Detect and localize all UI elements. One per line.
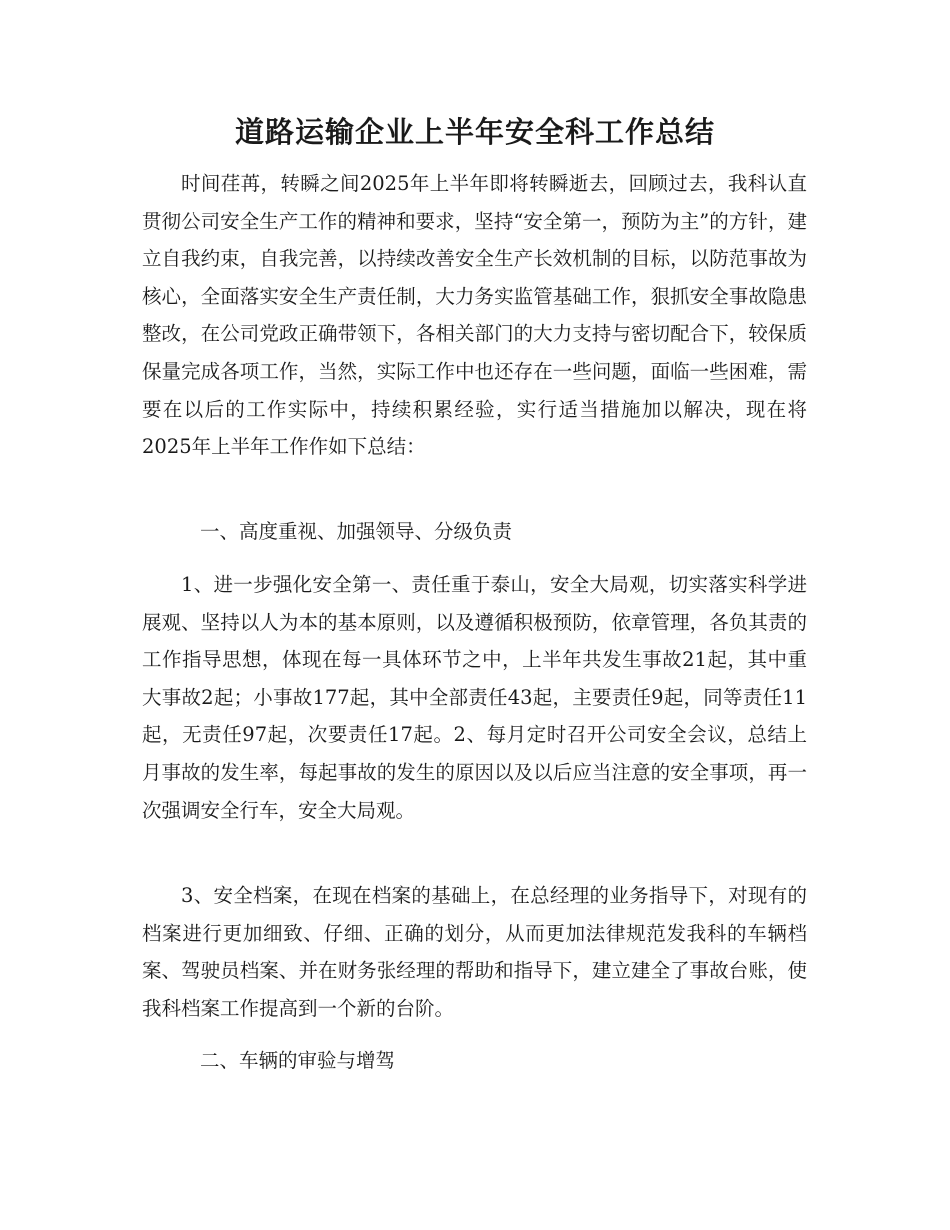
- paragraph-items-1-2: 1、进一步强化安全第一、责任重于泰山，安全大局观，切实落实科学进展观、坚持以人为本的基本原则，以及遵循积极预防，依章管理，各负其责的工作指导思想，体现在每一具体环节之中，上半年共发生事故21起，其中重大事故2起；小事故177起，其中全部责任43起，主要责任9起，同等责任11起，无责任97起，次要责任17起。2、每月定时召开公司安全会议，总结上月事故的发生率，每起事故的发生的原因以及以后应当注意的安全事项，再一次强调安全行车，安全大局观。: [142, 573, 807, 822]
- intro-paragraph: 时间荏苒，转瞬之间2025年上半年即将转瞬逝去，回顾过去，我科认直贯彻公司安全生产工作的精神和要求，坚持“安全第一，预防为主”的方针，建立自我约束，自我完善，以持续改善安全生产长效机制的目标，以防范事故为核心，全面落实安全生产责任制，大力务实监管基础工作，狠抓安全事故隐患整改，在公司党政正确带领下，各相关部门的大力支持与密切配合下，较保质保量完成各项工作，当然，实际工作中也还存在一些问题，面临一些困难，需要在以后的工作实际中，持续积累经验，实行适当措施加以解决，现在将2025年上半年工作作如下总结：: [142, 172, 807, 459]
- section-heading-2: 二、车辆的审验与增驾: [200, 1049, 396, 1072]
- document-title: 道路运输企业上半年安全科工作总结: [234, 115, 715, 149]
- section-heading-1: 一、高度重视、加强领导、分级负责: [200, 520, 513, 543]
- paragraph-item-3: 3、安全档案，在现在档案的基础上，在总经理的业务指导下，对现有的档案进行更加细致、仔细、正确的划分，从而更加法律规范发我科的车辆档案、驾驶员档案、并在财务张经理的帮助和指导下，建立建全了事故台账，使我科档案工作提高到一个新的台阶。: [142, 884, 807, 1020]
